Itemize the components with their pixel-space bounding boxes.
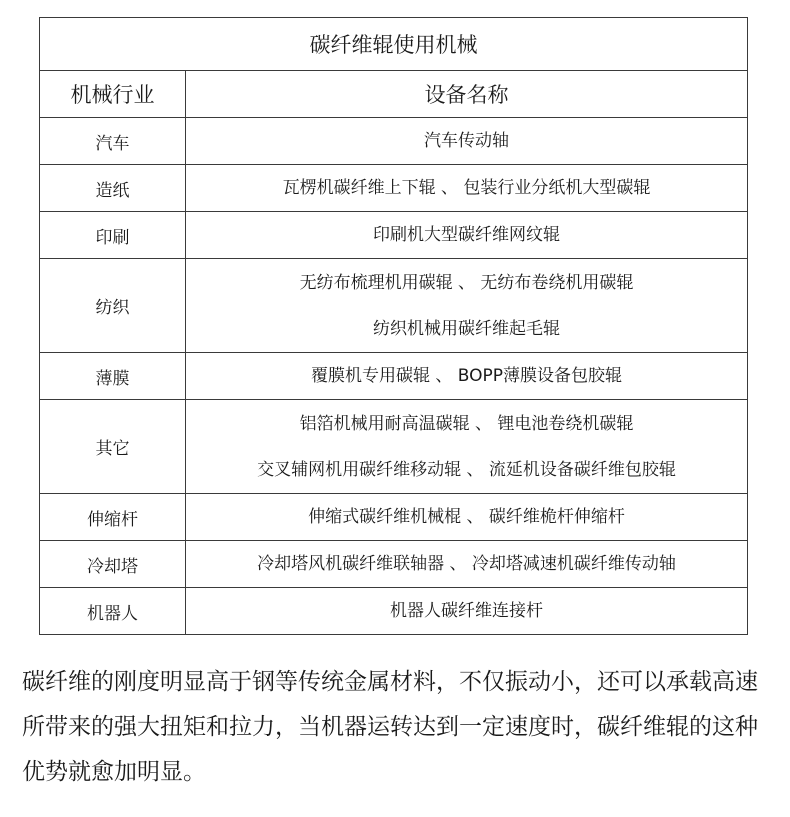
industry-cell: 机器人 — [40, 588, 186, 635]
machinery-table — [39, 17, 748, 635]
device-line: 伸缩式碳纤维机械棍 、 碳纤维桅杆伸缩杆 — [308, 507, 625, 527]
description-paragraph: 碳纤维的刚度明显高于钢等传统金属材料，不仅振动小，还可以承载高速所带来的强大扭矩和拉力，当机器运转达到一定速度时，碳纤维辊的这种优势就愈加明显。 — [22, 669, 758, 785]
device-line: 印刷机大型碳纤维网纹辊 — [373, 225, 560, 245]
device-cell — [186, 212, 748, 259]
device-line: 冷却塔风机碳纤维联轴器 、 冷却塔减速机碳纤维传动轴 — [257, 554, 676, 574]
header-device: 设备名称 — [186, 71, 748, 118]
industry-cell: 造纸 — [40, 165, 186, 212]
device-line: 机器人碳纤维连接杆 — [390, 601, 543, 621]
device-line: 无纺布梳理机用碳辊 、 无纺布卷绕机用碳辊 — [299, 272, 634, 293]
table-row — [40, 494, 748, 541]
table-row — [40, 118, 748, 165]
device-cell — [186, 118, 748, 165]
table-row — [40, 165, 748, 212]
device-cell — [186, 494, 748, 541]
device-line: 纺织机械用碳纤维起毛辊 — [373, 318, 560, 339]
device-line: 覆膜机专用碳辊 、 BOPP薄膜设备包胶辊 — [310, 366, 623, 386]
machinery-table-container — [39, 17, 747, 635]
industry-cell: 薄膜 — [40, 353, 186, 400]
device-cell — [186, 259, 748, 353]
industry-cell: 伸缩杆 — [40, 494, 186, 541]
table-row — [40, 259, 748, 353]
industry-cell: 冷却塔 — [40, 541, 186, 588]
device-line: 铝箔机械用耐高温碳辊 、 锂电池卷绕机碳辊 — [299, 413, 634, 434]
table-header-row — [40, 71, 748, 118]
device-line: 交叉辅网机用碳纤维移动辊 、 流延机设备碳纤维包胶辊 — [257, 459, 676, 480]
table-row — [40, 541, 748, 588]
table-row — [40, 353, 748, 400]
industry-cell: 其它 — [40, 400, 186, 494]
table-title: 碳纤维辊使用机械 — [40, 18, 748, 71]
industry-cell: 纺织 — [40, 259, 186, 353]
device-line: 瓦楞机碳纤维上下辊 、 包装行业分纸机大型碳辊 — [282, 178, 651, 198]
table-row — [40, 400, 748, 494]
table-row — [40, 588, 748, 635]
header-industry: 机械行业 — [40, 71, 186, 118]
device-cell — [186, 400, 748, 494]
device-cell — [186, 541, 748, 588]
table-row — [40, 212, 748, 259]
industry-cell: 汽车 — [40, 118, 186, 165]
industry-cell: 印刷 — [40, 212, 186, 259]
device-cell — [186, 353, 748, 400]
device-cell — [186, 165, 748, 212]
device-cell — [186, 588, 748, 635]
device-line: 汽车传动轴 — [424, 131, 509, 151]
table-title-row — [40, 18, 748, 71]
